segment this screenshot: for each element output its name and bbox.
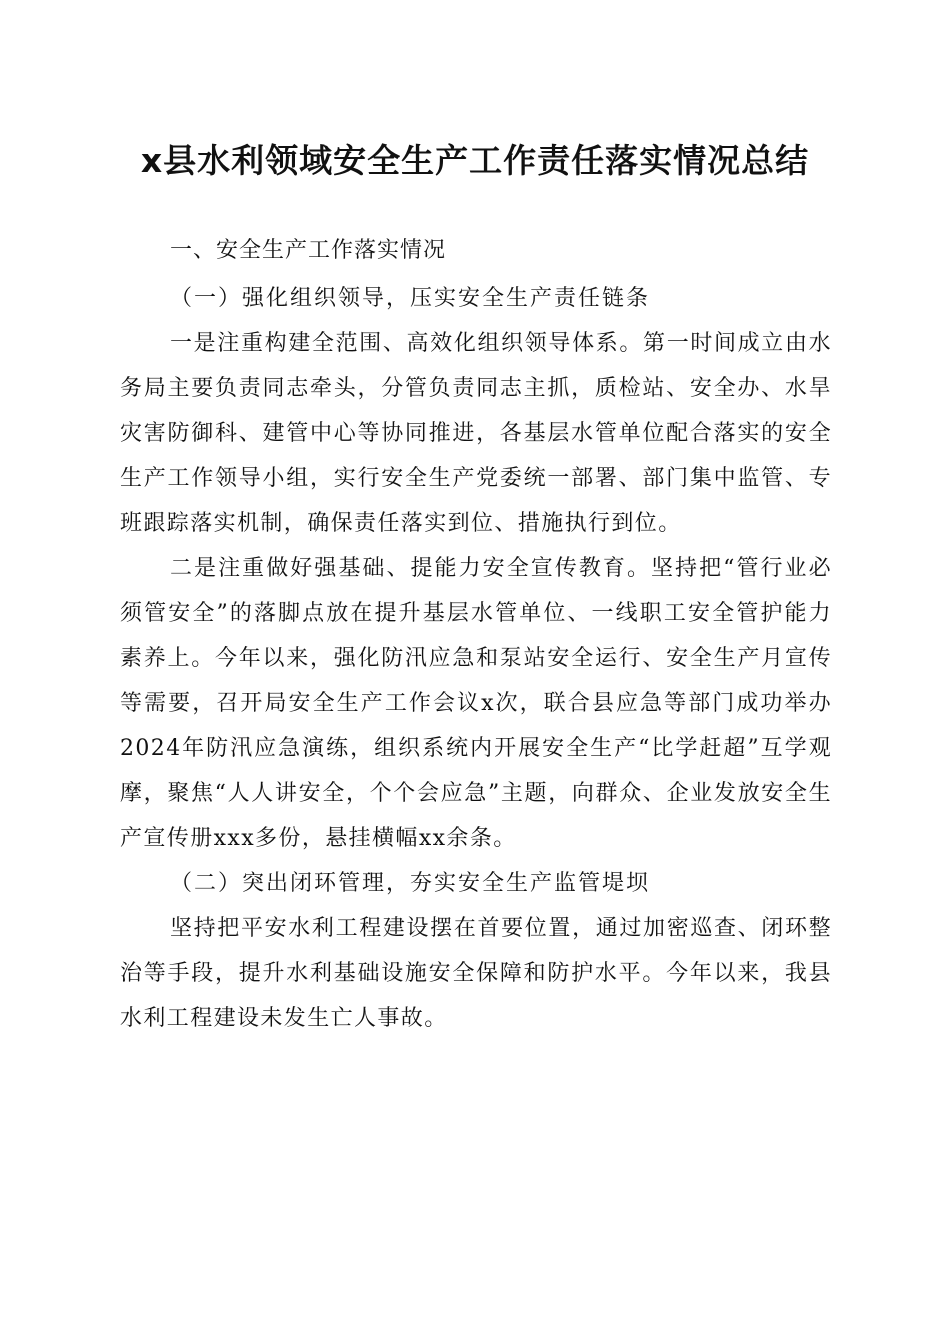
document-title: x县水利领域安全生产工作责任落实情况总结	[140, 141, 810, 180]
document-body	[120, 226, 832, 1041]
paragraph: 坚持把平安水利工程建设摆在首要位置，通过加密巡查、闭环整治等手段，提升水利基础设施安全保障和防护水平。今年以来，我县水利工程建设未发生亡人事故。	[120, 916, 832, 1031]
subsection-heading: （二）突出闭环管理，夯实安全生产监管堤坝	[170, 871, 651, 896]
section-heading: 一、安全生产工作落实情况	[170, 238, 447, 263]
paragraph: 一是注重构建全范围、高效化组织领导体系。第一时间成立由水务局主要负责同志牵头，分管负责同志主抓，质检站、安全办、水旱灾害防御科、建管中心等协同推进，各基层水管单位配合落实的安全生产工作领导小组，实行安全生产党委统一部署、部门集中监管、专班跟踪落实机制，确保责任落实到位、措施执行到位。	[120, 331, 832, 536]
paragraph: 二是注重做好强基础、提能力安全宣传教育。坚持把“管行业必须管安全”的落脚点放在提升基层水管单位、一线职工安全管护能力素养上。今年以来，强化防汛应急和泵站安全运行、安全生产月宣传等需要，召开局安全生产工作会议x次，联合县应急等部门成功举办2024年防汛应急演练，组织系统内开展安全生产“比学赶超”互学观摩，聚焦“人人讲安全，个个会应急”主题，向群众、企业发放安全生产宣传册xxx多份，悬挂横幅xx余条。	[120, 556, 832, 851]
subsection-heading: （一）强化组织领导，压实安全生产责任链条	[170, 286, 651, 311]
